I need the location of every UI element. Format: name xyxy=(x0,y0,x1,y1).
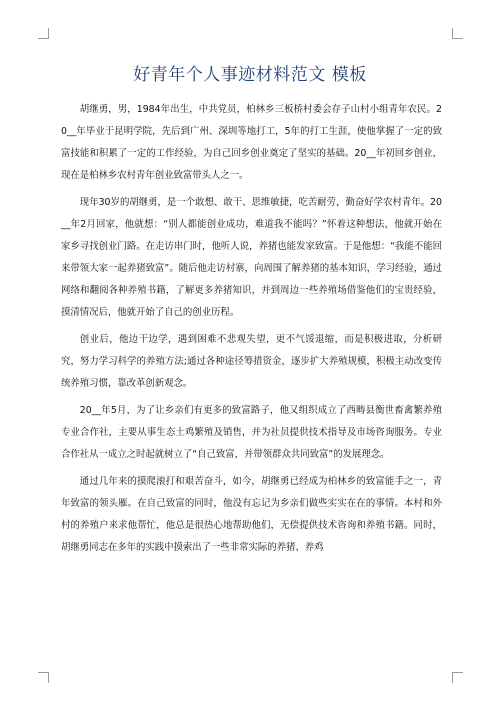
document-title: 好青年个人事迹材料范文 模板 xyxy=(133,65,367,85)
paragraph-4: 20__年5月，为了让乡亲们有更多的致富路子，他又组织成立了西畴县衡世畜禽繁养殖专业合作社，主要从事生态土鸡繁殖及销售，并为社员提供技术指导及市场咨询服务。专业合作社从一成立之时起就树立了“自己致富，并带领群众共同致富”的发展理念。 xyxy=(61,405,442,460)
crop-mark-bottom-left xyxy=(38,672,49,683)
document-body xyxy=(61,99,442,564)
paragraph-1: 胡继勇，男，1984年出生，中共党员，柏林乡三板桥村委会存子山村小组青年农民。20__年毕业于昆明学院，先后到广州、深圳等地打工，5年的打工生涯，使他掌握了一定的致富技能和积累了一定的工作经验，为自己回乡创业奠定了坚实的基础。20__年初回乡创业，现在是柏林乡农村青年创业致富带头人之一。 xyxy=(61,104,442,181)
crop-mark-bottom-right xyxy=(452,672,463,683)
crop-mark-top-left xyxy=(38,28,49,39)
crop-mark-top-right xyxy=(452,28,463,39)
paragraph-2: 现年30岁的胡继勇，是一个敢想、敢干、思维敏捷，吃苦耐劳，勤奋好学农村青年。20__年2月回家，他就想：“别人都能创业成功，难道我不能吗？”怀着这种想法，他就开始在家乡寻找创业门路。在走访串门时，他听人说，养猪也能发家致富。于是他想：“我能不能回来带领大家一起养猪致富”。随后他走访村寨，向周围了解养猪的基本知识，学习经验，通过网络和翻阅各种养殖书籍，了解更多养猪知识，并到周边一些养殖场借鉴他们的宝贵经验，摸清情况后，他就开始了自己的创业历程。 xyxy=(61,197,442,318)
paragraph-3: 创业后，他边干边学，遇到困难不悲观失望，更不气馁退缩，而是积极进取，分析研究，努力学习科学的养殖方法;通过各种途径筹措资金，逐步扩大养殖规模，积极主动改变传统养殖习惯，靠改革创新观念。 xyxy=(61,334,442,389)
paragraph-5: 通过几年来的摸爬滚打和艰苦奋斗，如今，胡继勇已经成为柏林乡的致富能手之一，青年致富的领头雁。在自己致富的同时，他没有忘记为乡亲们做些实实在在的事情。本村和外村的养殖户来求他帮忙，他总是很热心地帮助他们，无偿提供技术咨询和养殖书籍。同时，胡继勇同志在多年的实践中摸索出了一些非常实际的养猪、养鸡 xyxy=(61,476,442,553)
